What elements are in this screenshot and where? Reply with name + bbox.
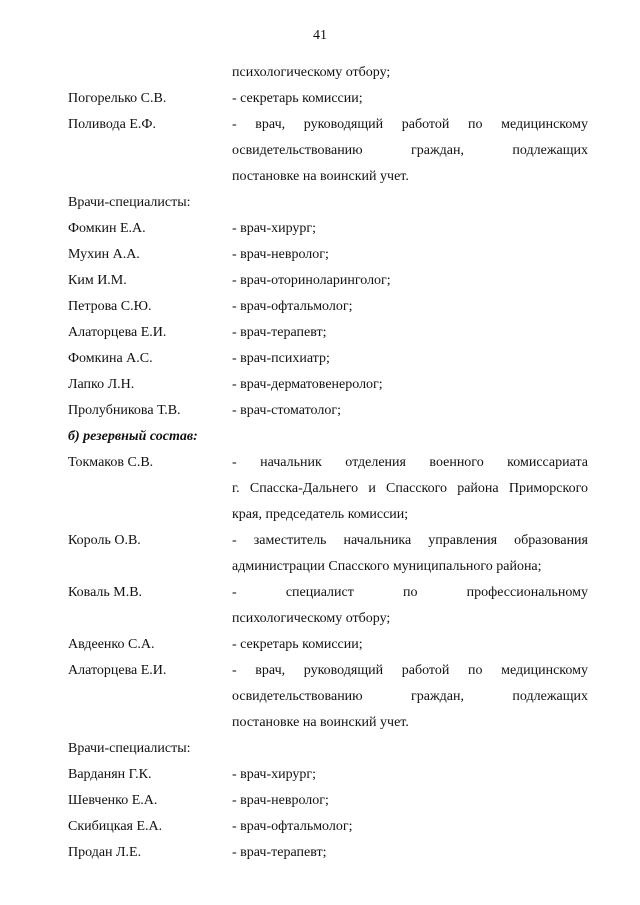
page-number: 41 [313,28,327,43]
member-role: - врач-офтальмолог; [232,299,353,314]
member-role: освидетельствованию граждан, подлежащих [232,143,588,158]
member-name: Алаторцева Е.И. [68,325,167,340]
section-heading: б) резервный состав: [68,429,198,444]
member-name: Продан Л.Е. [68,845,142,860]
member-role: - врач-невролог; [232,793,329,808]
member-row [0,580,640,606]
member-row [0,138,640,164]
member-role: - секретарь комиссии; [232,91,363,106]
member-role: - врач-оториноларинголог; [232,273,391,288]
member-name: Авдеенко С.А. [68,637,155,652]
member-role: - секретарь комиссии; [232,637,363,652]
member-role: - врач, руководящий работой по медицинскому [232,117,588,132]
member-name: Фомкин Е.А. [68,221,146,236]
member-row [0,554,640,580]
group-heading: Врачи-специалисты: [68,741,191,756]
member-role: - врач-стоматолог; [232,403,341,418]
member-row [0,294,640,320]
member-row [0,658,640,684]
member-role: - врач-психиатр; [232,351,330,366]
member-role: - начальник отделения военного комиссариата [232,455,588,470]
member-row [0,398,640,424]
commission-list [0,60,640,866]
member-name: Фомкина А.С. [68,351,153,366]
member-role: - заместитель начальника управления образования [232,533,588,548]
member-row [0,164,640,190]
member-row [0,788,640,814]
member-row [0,710,640,736]
member-row [0,450,640,476]
member-row [0,242,640,268]
member-name: Пролубникова Т.В. [68,403,181,418]
member-role: - врач-терапевт; [232,325,327,340]
member-role: - врач, руководящий работой по медицинскому [232,663,588,678]
group-heading: Врачи-специалисты: [68,195,191,210]
member-role: - врач-невролог; [232,247,329,262]
member-name: Ким И.М. [68,273,127,288]
member-name: Коваль М.В. [68,585,143,600]
member-name: Шевченко Е.А. [68,793,158,808]
member-name: Мухин А.А. [68,247,140,262]
member-name: Петрова С.Ю. [68,299,152,314]
member-role: постановке на воинский учет. [232,715,409,730]
group-heading-row [0,736,640,762]
member-role: психологическому отбору; [232,65,391,80]
member-row [0,606,640,632]
member-name: Погорелько С.В. [68,91,167,106]
member-row [0,112,640,138]
member-role: психологическому отбору; [232,611,391,626]
member-role: администрации Спасского муниципального района; [232,559,542,574]
member-role: - специалист по профессиональному [232,585,588,600]
member-role: - врач-терапевт; [232,845,327,860]
member-role: - врач-хирург; [232,221,317,236]
member-name: Король О.В. [68,533,141,548]
member-name: Скибицкая Е.А. [68,819,163,834]
member-name: Лапко Л.Н. [68,377,135,392]
member-row [0,216,640,242]
member-name: Поливода Е.Ф. [68,117,156,132]
member-row [0,684,640,710]
member-row [0,840,640,866]
member-role: постановке на воинский учет. [232,169,409,184]
member-role: - врач-дерматовенеролог; [232,377,383,392]
member-row [0,476,640,502]
member-row [0,60,640,86]
member-role: г. Спасска-Дальнего и Спасского района Приморского [232,481,588,496]
member-role: - врач-хирург; [232,767,317,782]
member-row [0,762,640,788]
member-row [0,528,640,554]
member-row [0,320,640,346]
member-role: - врач-офтальмолог; [232,819,353,834]
member-row [0,814,640,840]
member-row [0,268,640,294]
member-role: освидетельствованию граждан, подлежащих [232,689,588,704]
member-row [0,632,640,658]
member-name: Токмаков С.В. [68,455,154,470]
member-row [0,346,640,372]
member-name: Варданян Г.К. [68,767,152,782]
member-name: Алаторцева Е.И. [68,663,167,678]
group-heading-row [0,190,640,216]
member-row [0,372,640,398]
member-row [0,86,640,112]
member-row [0,502,640,528]
member-role: края, председатель комиссии; [232,507,409,522]
section-heading-row [0,424,640,450]
